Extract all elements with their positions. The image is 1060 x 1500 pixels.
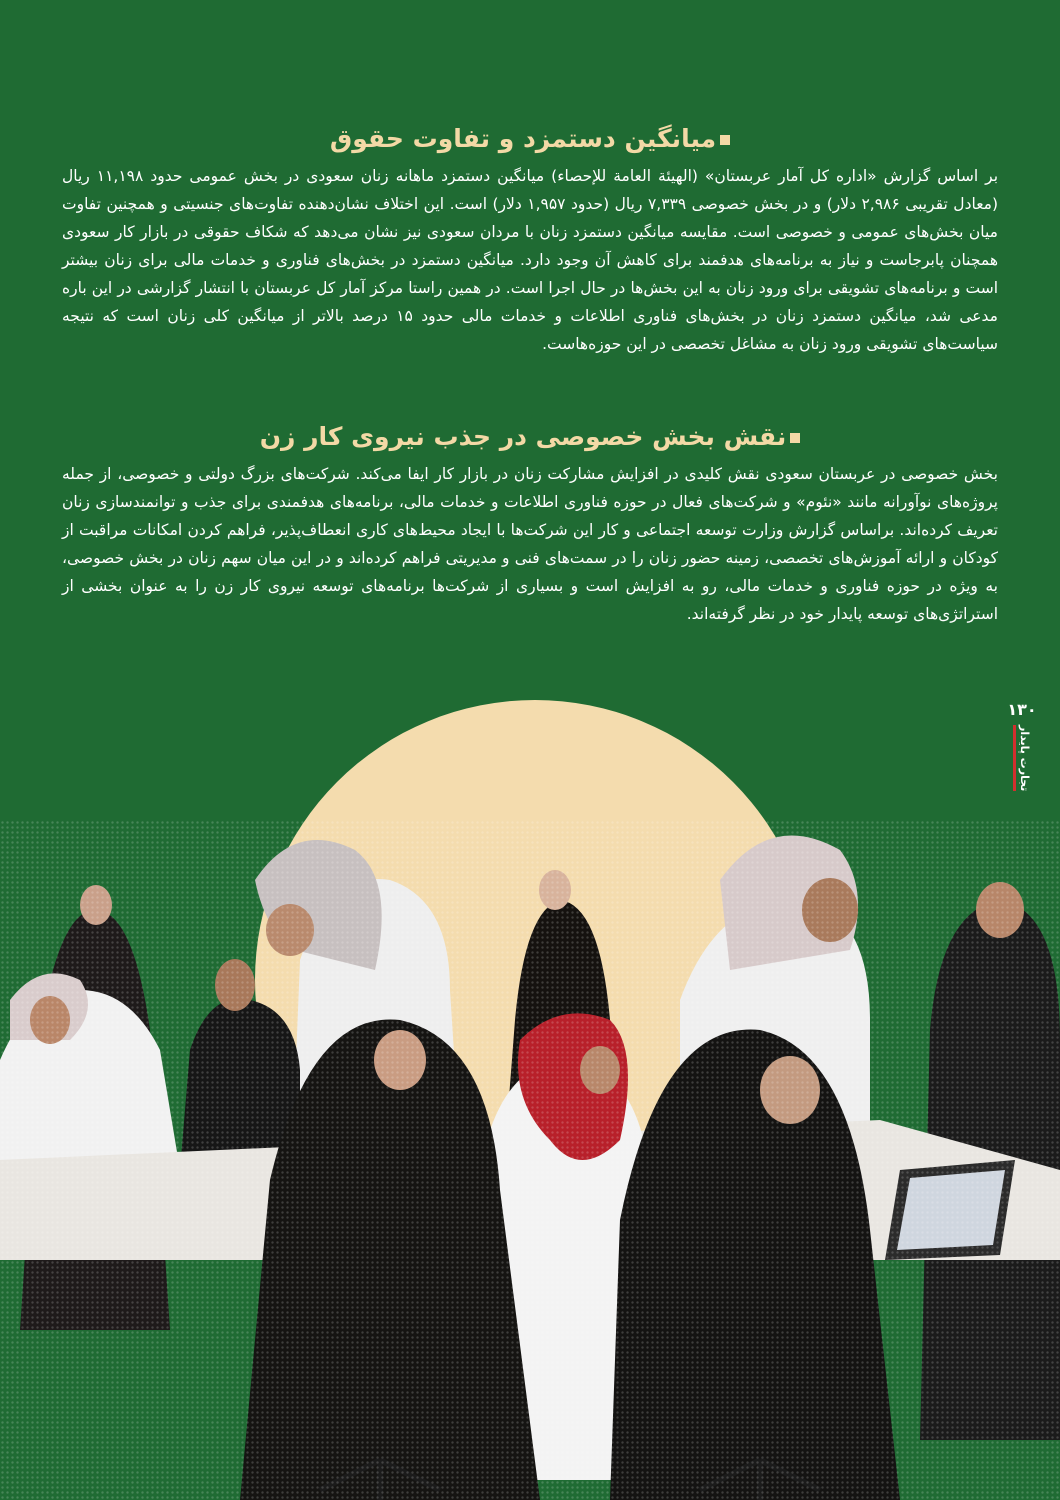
section-heading [62, 420, 998, 454]
square-bullet-icon [720, 135, 730, 145]
halftone-overlay [0, 820, 1060, 1500]
office-photo [0, 700, 1060, 1500]
section-heading-text: میانگین دستمزد و تفاوت حقوق [329, 124, 717, 153]
page-number: ۱۳۰ [1007, 700, 1037, 719]
section-private-sector [62, 420, 998, 628]
section-body: بر اساس گزارش «اداره کل آمار عربستان» (الهیئة العامة للإحصاء) میانگین دستمزد ماهانه زنان سعودی در بخش عمومی حدود ۱۱,۱۹۸ ریال (معادل تقریبی ۲,۹۸۶ دلار) و در بخش خصوصی ۷,۳۳۹ ریال (حدود ۱,۹۵۷ دلار) است. این اختلاف نشان‌دهنده تفاوت‌های جنسیتی و همچنین تفاوت میان بخش‌های عمومی و خصوصی است. مقایسه میانگین دستمزد زنان با مردان سعودی نیز نشان می‌دهد که شکاف حقوقی در بازار کار سعودی همچنان پابرجاست و نیاز به برنامه‌های هدفمند برای کاهش آن وجود دارد. میانگین دستمزد در بخش‌های فناوری و خدمات مالی برای زنان بیشتر است و برنامه‌های تشویقی برای ورود زنان به این بخش‌ها در حال اجرا است. در همین راستا مرکز آمار کل عربستان با انتشار گزارشی در این باره مدعی شد، میانگین دستمزد زنان در بخش‌های فناوری اطلاعات و خدمات مالی حدود ۱۵ درصد بالاتر از میانگین کلی زنان است که نتیجه سیاست‌های تشویقی ورود زنان به مشاغل تخصصی در این حوزه‌هاست. [62, 167, 999, 353]
section-heading [62, 122, 998, 156]
section-heading-text: نقش بخش خصوصی در جذب نیروی کار زن [259, 422, 787, 451]
square-bullet-icon [790, 433, 800, 443]
section-wage-gap [62, 122, 998, 358]
section-body: بخش خصوصی در عربستان سعودی نقش کلیدی در افزایش مشارکت زنان در بازار کار ایفا می‌کند. شرکت‌های بزرگ دولتی و خصوصی، از جمله پروژه‌های نوآورانه مانند «نئوم» و شرکت‌های فعال در حوزه فناوری اطلاعات و خدمات مالی، برنامه‌های هدفمندی برای جذب و توانمندسازی زنان تعریف کرده‌اند. براساس گزارش وزارت توسعه اجتماعی و کار این شرکت‌ها با ایجاد محیط‌های کاری انعطاف‌پذیر، فراهم کردن امکانات مراقبت از کودکان و ارائه آموزش‌های تخصصی، زمینه حضور زنان را در سمت‌های فنی و مدیریتی فراهم کرده‌اند و در این میان سهم زنان در بخش خصوصی، به ویژه در حوزه فناوری و خدمات مالی، رو به افزایش است و بسیاری از شرکت‌ها برنامه‌های توسعه نیروی کار زن را به عنوان بخشی از استراتژی‌های توسعه پایدار خود در نظر گرفته‌اند. [62, 465, 998, 623]
magazine-logo: تجارت پایدار [1013, 725, 1031, 791]
